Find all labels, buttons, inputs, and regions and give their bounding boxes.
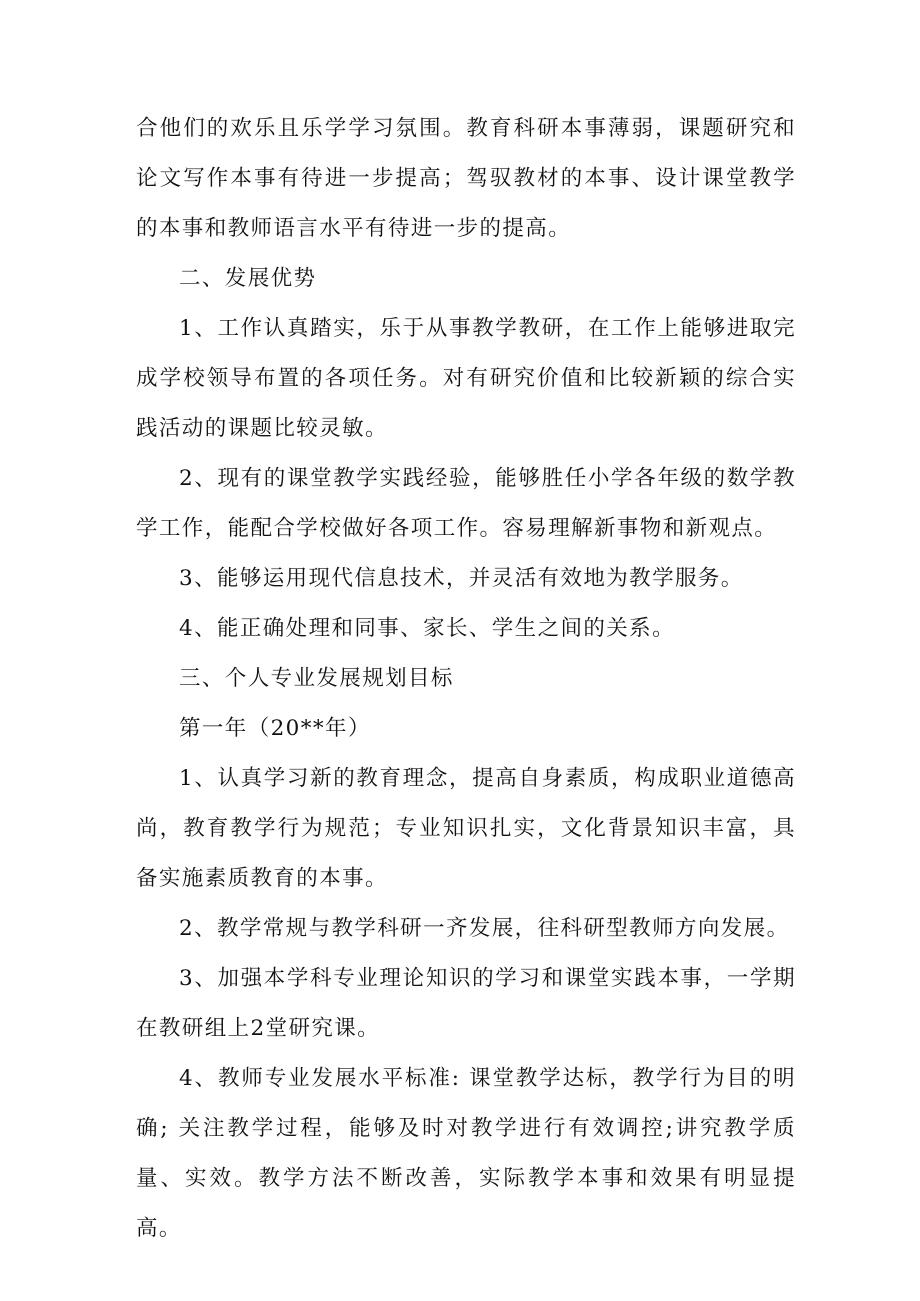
subheading-first-year: 第一年（20**年） xyxy=(179,716,371,741)
paragraph-goal-4: 4、教师专业发展水平标准: 课堂教学达标，教学行为目的明确; 关注教学过程，能够及时对教学进行有效调控;讲究教学质量、实效。教学方法不断改善，实际教学本事和效果有明显提高。 xyxy=(136,1066,796,1241)
paragraph-continuation: 合他们的欢乐且乐学学习氛围。教育科研本事薄弱，课题研究和论文写作本事有待进一步提高；驾驭教材的本事、设计课堂教学的本事和教师语言水平有待进一步的提高。 xyxy=(136,116,796,241)
paragraph-advantage-1: 1、工作认真踏实，乐于从事教学教研，在工作上能够进取完成学校领导布置的各项任务。对有研究价值和比较新颖的综合实践活动的课题比较灵敏。 xyxy=(136,316,796,441)
paragraph-goal-3: 3、加强本学科专业理论知识的学习和课堂实践本事，一学期在教研组上2堂研究课。 xyxy=(136,966,796,1041)
paragraph-goal-2: 2、教学常规与教学科研一齐发展，往科研型教师方向发展。 xyxy=(179,916,790,941)
section-heading-advantages: 二、发展优势 xyxy=(179,266,317,291)
paragraph-goal-1: 1、认真学习新的教育理念，提高自身素质，构成职业道德高尚，教育教学行为规范；专业知识扎实，文化背景知识丰富，具备实施素质教育的本事。 xyxy=(136,766,796,891)
paragraph-advantage-2: 2、现有的课堂教学实践经验，能够胜任小学各年级的数学教学工作，能配合学校做好各项工作。容易理解新事物和新观点。 xyxy=(136,466,796,541)
paragraph-advantage-4: 4、能正确处理和同事、家长、学生之间的关系。 xyxy=(179,616,675,641)
paragraph-advantage-3: 3、能够运用现代信息技术，并灵活有效地为教学服务。 xyxy=(179,566,744,591)
document-body xyxy=(136,104,796,1254)
section-heading-goals: 三、个人专业发展规划目标 xyxy=(179,666,454,691)
